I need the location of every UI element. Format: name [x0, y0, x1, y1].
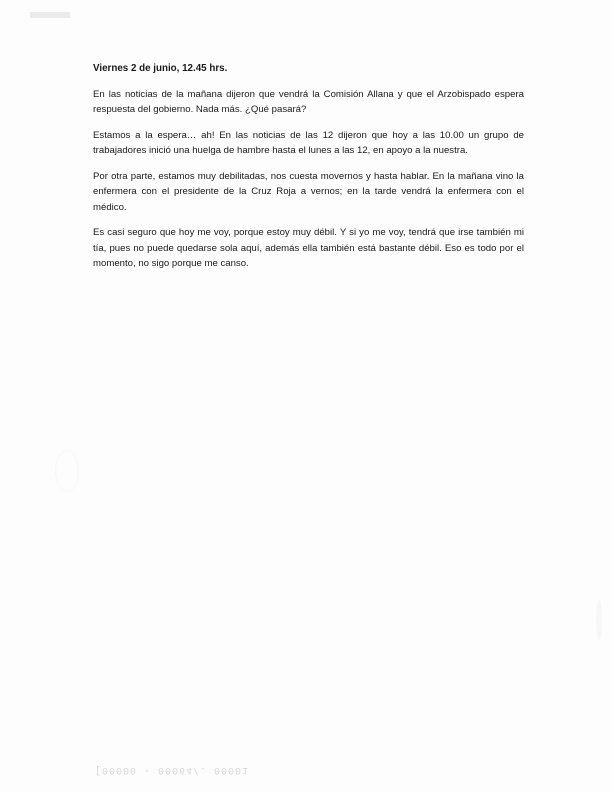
paragraph-2: Estamos a la espera… ah! En las noticias de las 12 dijeron que hoy a las 10.00 un grupo de trabajadores inició una huelga de hambre hasta el lunes a las 12, en apoyo a la nuestra.: [93, 129, 524, 156]
scan-smudge: [55, 450, 79, 492]
paragraph-3: Por otra parte, estamos muy debilitadas, nos cuesta movernos y hasta hablar. En la mañana vino la enfermera con el presidente de la Cruz Roja a vernos; en la tarde vendrá la enfermera con el médico.: [93, 170, 524, 213]
paragraph-1: En las noticias de la mañana dijeron que vendrá la Comisión Allana y que el Arzobispado espera respuesta del gobierno. Nada más. ¿Qué pasará?: [93, 88, 524, 115]
document-body: [93, 61, 524, 282]
document-title: Viernes 2 de junio, 12.45 hrs.: [93, 63, 228, 74]
paragraph-4: Es casi seguro que hoy me voy, porque estoy muy débil. Y si yo me voy, tendrá que irse también mi tía, pues no puede quedarse sola aquí, además ella también está bastante débil. Eso es todo por el momento, no sigo porque me canso.: [93, 227, 524, 269]
footer-bleed-through: [00000 - 00064/. 00001: [95, 764, 250, 775]
scan-artifact: [30, 12, 70, 18]
scan-smudge: [596, 600, 602, 640]
